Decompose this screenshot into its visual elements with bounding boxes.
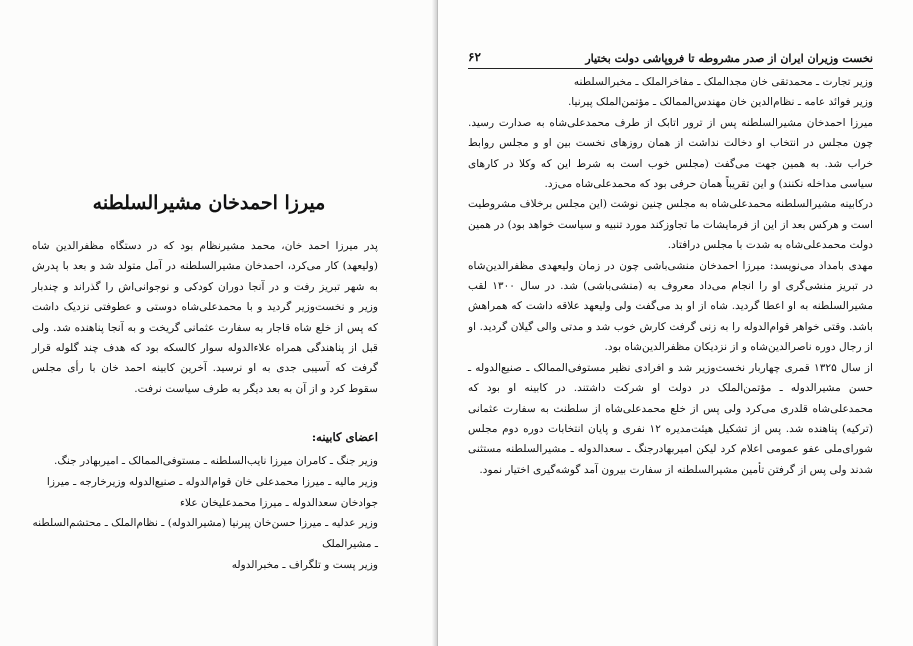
page-number: ۶۲: [468, 50, 481, 64]
cabinet-line: ـ مشیرالملک: [322, 538, 378, 551]
left-page: [0, 0, 438, 646]
right-page: [438, 0, 913, 646]
right-page-body: [468, 72, 873, 480]
cabinet-line: وزیر مالیه ـ میرزا محمدعلی خان قوام‌الدوله ـ صنیع‌الدوله وزیرخارجه ـ میرزا: [46, 475, 378, 488]
running-head-title: نخست وزیران ایران از صدر مشروطه تا فروپاشی دولت بختیار: [585, 52, 873, 65]
left-page-body: [32, 236, 378, 399]
body-paragraph: میرزا احمدخان مشیرالسلطنه پس از ترور اتابک از طرف محمدعلی‌شاه به صدارت رسید. چون مجلس در انتخاب او دخالت نداشت از همان روزهای نخست بین او و مجلس روابط خراب شد. به همین جهت می‌گفت (مجلس خوب است به شرط این که وکلا در کارهای سیاسی مداخله نکنند) و این تقریباً همان حرفی بود که محمدعلی‌شاه می‌زد.: [468, 116, 873, 191]
body-paragraph: درکابینه مشیرالسلطنه محمدعلی‌شاه به مجلس چنین نوشت (این مجلس برخلاف مشروطیت است و هرکس بعد از این از فرمایشات ما تجاوزکند مورد تنبیه و سیاست خواهد بود) در همین دولت محمدعلی‌شاه به شدت با مجلس درافتاد.: [468, 198, 873, 252]
cabinet-continuation-line: وزیر فوائد عامه ـ نظام‌الدین خان مهندس‌الممالک ـ مؤتمن‌الملک پیرنیا.: [567, 96, 873, 109]
chapter-title: میرزا احمدخان مشیرالسلطنه: [92, 192, 326, 214]
body-paragraph: از سال ۱۳۲۵ قمری چهاربار نخست‌وزیر شد و افرادی نظیر مستوفی‌الممالک ـ صنیع‌الدوله ـ حسن مشیرالدوله ـ مؤتمن‌الملک در دولت او شرکت داشتند. در کابینه او بود که محمدعلی‌شاه قلدری می‌کرد ولی پس از خلع محمدعلی‌شاه از سلطنت به سفارت عثمانی (ترکیه) پناهنده شد. پس از تشکیل هیئت‌مدیره ۱۲ نفری و پایان انتخابات دوره دوم مجلس شورای‌ملی عفو عمومی اعلام کرد لیکن امیربهادرجنگ ـ سعدالدوله ـ مشیرالسلطنه مستثنی شدند ولی پس از گرفتن تأمین مشیرالسلطنه از سفارت بیرون آمد گوشه‌گیری اختیار نمود.: [468, 361, 873, 476]
cabinet-continuation-line: وزیر تجارت ـ محمدتقی خان مجدالملک ـ مفاخرالملک ـ مخبرالسلطنه: [573, 76, 873, 88]
body-paragraph: مهدی بامداد می‌نویسد: میرزا احمدخان منشی‌باشی چون در زمان ولیعهدی مظفرالدین‌شاه در تبریز منشی‌گری او را انجام می‌داد معروف به (منشی‌باشی) شد. در سال ۱۳۰۰ لقب مشیرالسلطنه به او اعطا گردید. شاه از او بد می‌گفت ولی ولیعهد علاقه داشت که همراهش باشد. وقتی خواهر قوام‌الدوله را به زنی گرفت کارش خوب شد و مدتی والی گیلان گردید. او از رجال دوره ناصرالدین‌شاه و از نزدیکان مظفرالدین‌شاه بود.: [468, 259, 873, 354]
running-head: [468, 50, 873, 69]
cabinet-heading: اعضای کابینه:: [311, 430, 378, 444]
cabinet-line: وزیر پست و تلگراف ـ مخبرالدوله: [231, 558, 378, 571]
cabinet-line: جوادخان سعدالدوله ـ میرزا محمدعلیخان علاء: [180, 496, 378, 509]
cabinet-line: وزیر جنگ ـ کامران میرزا نایب‌السلطنه ـ مستوفی‌الممالک ـ امیربهادر جنگ.: [54, 455, 378, 467]
cabinet-list: [32, 451, 378, 576]
biography-paragraph: پدر میرزا احمد خان، محمد مشیرنظام بود که در دستگاه مظفرالدین شاه (ولیعهد) کار می‌کرد، احمدخان مشیرالسلطنه در آمل متولد شد و بعد با پدرش به شهر تبریز رفت و در آنجا دوران کودکی و نوجوانی‌اش را گذراند و چندبار وزیر و نخست‌وزیر گردید و با محمدعلی‌شاه دوستی و عطوفتی نزدیک داشت که پس از خلع شاه قاجار به سفارت عثمانی گریخت و به آنجا پناهنده شد. ولی قبل از پناهندگی همراه علاءالدوله سوار کالسکه بود که هدف چند گلوله قرار گرفت که آسیبی جدی به او نرسید. آخرین کابینه احمد خان با رأی مجلس سقوط کرد و از آن به بعد دیگر به طرف سیاست نرفت.: [32, 240, 378, 395]
cabinet-line: وزیر عدلیه ـ میرزا حسن‌خان پیرنیا (مشیرالدوله) ـ نظام‌الملک ـ محتشم‌السلطنه: [32, 517, 378, 530]
